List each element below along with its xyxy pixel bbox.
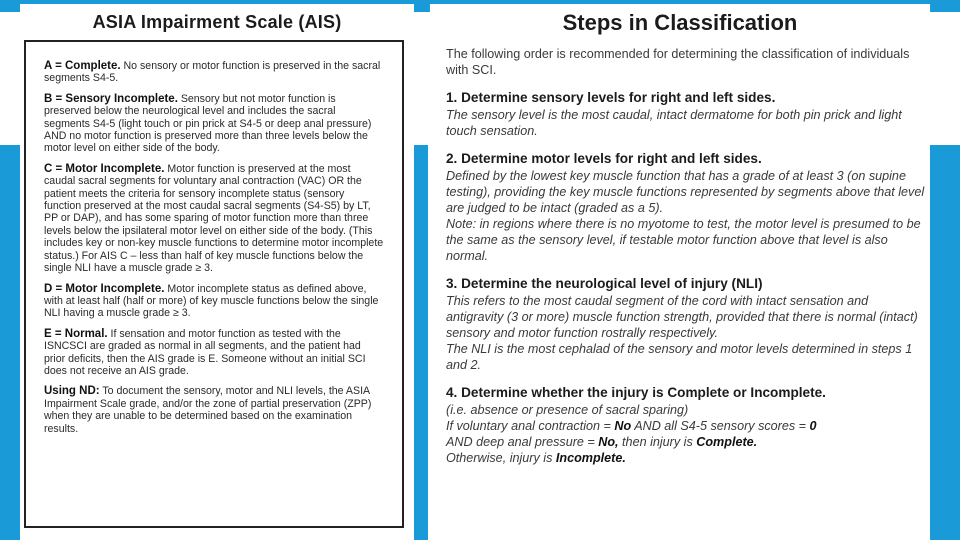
- step-2: [446, 151, 928, 264]
- steps-title: Steps in Classification: [562, 10, 798, 35]
- middle-accent-bar: [414, 145, 428, 540]
- right-accent-bar: [930, 145, 960, 540]
- step-heading: 3. Determine the neurological level of injury (NLI): [446, 276, 763, 291]
- ais-item-e: [44, 328, 384, 378]
- step-heading: 4. Determine whether the injury is Complete or Incomplete.: [446, 385, 826, 400]
- ais-item-head: C = Motor Incomplete.: [44, 162, 165, 175]
- ais-item-head: E = Normal.: [44, 327, 108, 340]
- ais-item-text: To document the sensory, motor and NLI levels, the ASIA Impairment Scale grade, and/or the zone of partial preservation (ZPP) when they are unable to be determined based on the examination results.: [44, 385, 372, 435]
- step-text: (i.e. absence or presence of sacral sparing): [446, 403, 689, 417]
- step-rule-line: AND deep anal pressure = No, then injury is Complete.: [446, 435, 758, 449]
- ais-item-nd: [44, 385, 384, 435]
- ais-item-head: Using ND:: [44, 385, 100, 398]
- step-text: The sensory level is the most caudal, intact dermatome for both pin prick and light touch sensation.: [446, 108, 902, 138]
- ais-item-d: [44, 283, 384, 320]
- steps-body: [446, 46, 928, 478]
- step-text: This refers to the most caudal segment of the cord with intact sensation and antigravity (3 or more) muscle function strength, provided that there is normal (intact) sensory and motor function rostrally respectively.: [446, 294, 918, 340]
- step-text: Defined by the lowest key muscle function that has a grade of at least 3 (on supine testing), providing the key muscle functions represented by segments above that level are judged to be intact (graded as a 5).: [446, 169, 925, 215]
- steps-panel: [430, 4, 930, 540]
- ais-item-text: Motor incomplete status as defined above, with at least half (half or more) of key muscle functions below the single NLI having a muscle grade ≥ 3.: [44, 282, 379, 320]
- ais-panel: [20, 4, 414, 540]
- step-heading: 2. Determine motor levels for right and left sides.: [446, 151, 762, 166]
- ais-item-b: [44, 93, 384, 155]
- ais-item-text: Sensory but not motor function is preserved below the neurological level and includes the sacral segments S4-5 (light touch or pin prick at S4-5 or deep anal pressure) AND no motor function is preserved more than three levels below the motor level on either side of the body.: [44, 92, 372, 155]
- ais-item-a: [44, 60, 384, 85]
- step-rule-line: If voluntary anal contraction = No AND all S4-5 sensory scores = 0: [446, 419, 817, 433]
- ais-item-text: Motor function is preserved at the most caudal sacral segments for voluntary anal contraction (VAC) OR the patient meets the criteria for sensory incomplete status (sensory function preserved at the most caudal sacral segments (S4-S5) by LT, PP or DAP), and has some sparing of motor function more than three levels below the ipsilateral motor level on either side of the body. (This includes key or non-key muscle functions to determine motor incomplete status.) For AIS C – less than half of key muscle functions below the single NLI have a muscle grade ≥ 3.: [44, 162, 384, 275]
- step-rule-line: Otherwise, injury is Incomplete.: [446, 451, 626, 465]
- ais-title: ASIA Impairment Scale (AIS): [92, 12, 342, 32]
- ais-item-head: D = Motor Incomplete.: [44, 282, 165, 295]
- ais-item-c: [44, 163, 384, 275]
- ais-item-head: A = Complete.: [44, 60, 121, 72]
- steps-intro: The following order is recommended for determining the classification of individuals with SCI.: [446, 47, 910, 77]
- ais-box: [24, 40, 404, 528]
- ais-item-text: If sensation and motor function as tested with the ISNCSCI are graded as normal in all segments, and the patient had prior deficits, then the AIS grade is E. Someone without an initial SCI does not receive an AIS grade.: [44, 327, 366, 377]
- step-note: The NLI is the most cephalad of the sensory and motor levels determined in steps 1 and 2.: [446, 342, 913, 372]
- left-accent-bar: [0, 145, 20, 540]
- ais-item-head: B = Sensory Incomplete.: [44, 92, 178, 105]
- step-heading: 1. Determine sensory levels for right and left sides.: [446, 90, 776, 105]
- ais-item-text: No sensory or motor function is preserved in the sacral segments S4-5.: [44, 60, 381, 85]
- step-4: [446, 385, 928, 466]
- step-3: [446, 276, 928, 373]
- step-note: Note: in regions where there is no myotome to test, the motor level is presumed to be the same as the sensory level, if testable motor function above that level is also normal.: [446, 217, 921, 263]
- step-1: [446, 90, 928, 139]
